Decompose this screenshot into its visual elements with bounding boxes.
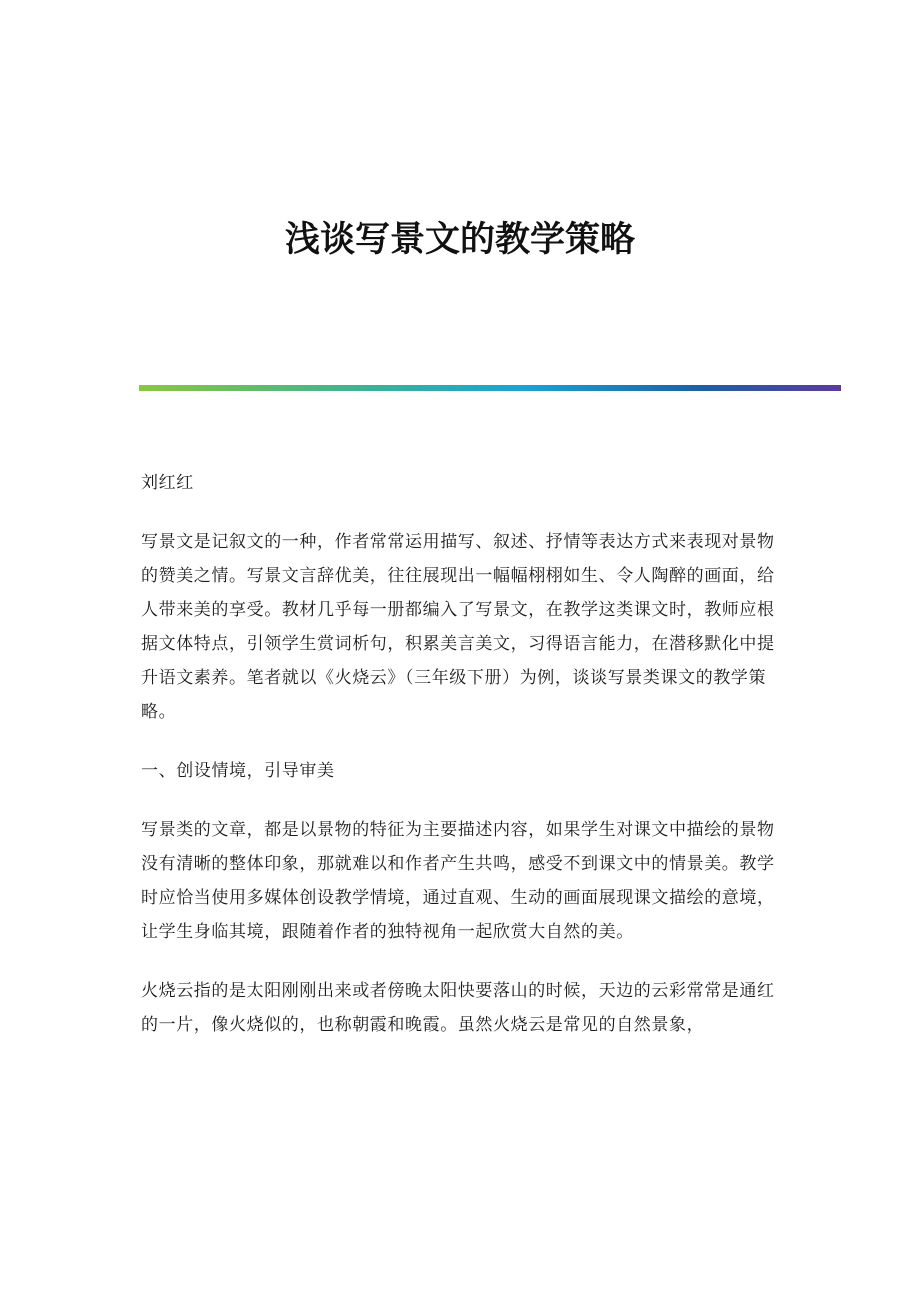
title-divider xyxy=(139,385,841,391)
document-body xyxy=(141,466,781,1067)
body-paragraph: 火烧云指的是太阳刚刚出来或者傍晚太阳快要落山的时候，天边的云彩常常是通红的一片，像火烧似的，也称朝霞和晚霞。虽然火烧云是常见的自然景象， xyxy=(141,981,775,1035)
body-paragraph: 写景类的文章，都是以景物的特征为主要描述内容，如果学生对课文中描绘的景物没有清晰的整体印象，那就难以和作者产生共鸣，感受不到课文中的情景美。教学时应恰当使用多媒体创设教学情境，通过直观、生动的画面展现课文描绘的意境，让学生身临其境，跟随着作者的独特视角一起欣赏大自然的美。 xyxy=(141,820,775,942)
author-name: 刘红红 xyxy=(141,473,194,493)
intro-paragraph: 写景文是记叙文的一种，作者常常运用描写、叙述、抒情等表达方式来表现对景物的赞美之情。写景文言辞优美，往往展现出一幅幅栩栩如生、令人陶醉的画面，给人带来美的享受。教材几乎每一册都编入了写景文，在教学这类课文时，教师应根据文体特点，引领学生赏词析句，积累美言美文，习得语言能力，在潜移默化中提升语文素养。笔者就以《火烧云》（三年级下册）为例，谈谈写景类课文的教学策略。 xyxy=(141,532,775,722)
section-heading: 一、创设情境，引导审美 xyxy=(141,761,335,781)
document-title: 浅谈写景文的教学策略 xyxy=(284,219,635,260)
